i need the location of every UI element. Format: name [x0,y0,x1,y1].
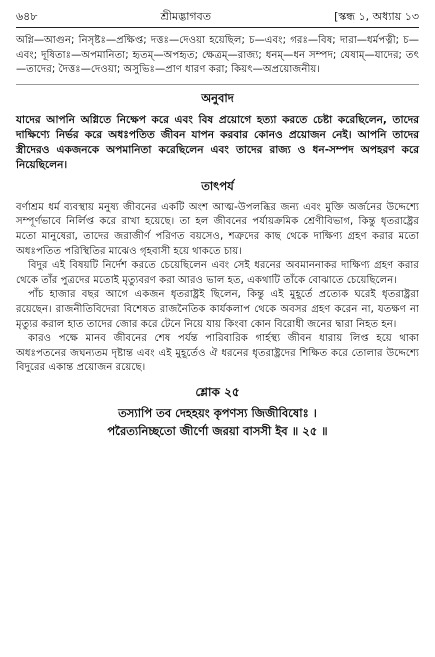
purport-heading: তাৎপর্য [201,178,234,193]
translation-heading: অনুবাদ [201,90,234,105]
page-header [16,10,419,28]
verse-heading: শ্লোক ২৫ [195,384,240,399]
purport-paragraph: বিদুর এই বিষয়টি নির্দেশ করতে চেয়েছিলেন এবং সেই ধরনের অবমাননাকর দাক্ষিণ্য গ্রহণ করার থেকে তাঁর পুত্রদের মতোই মৃত্যুবরণ করা আরও ভাল হত, একথাটি তাঁকে বোঝাতে চেয়েছিলেন। [16,260,419,286]
page-number: ৬৪৮ [16,10,38,23]
book-title: শ্রীমদ্ভাগবত [160,10,211,23]
divider [16,84,419,85]
translation-text: যাদের আপনি অগ্নিতে নিক্ষেপ করে এবং বিষ প্রয়োগে হত্যা করতে চেষ্টা করেছিলেন, তাদের দাক্ষিণ্যে নির্ভর করে অধঃপতিত জীবন যাপন করবার কোনও প্রয়োজন নেই। আপনি তাদের স্ত্রীদেরও একজনকে অপমানিতা করেছিলেন এবং তাদের রাজ্য ও ধন-সম্পদ অপহরণ করে নিয়েছিলেন। [16,113,419,171]
word-glossary: অগ্নি—আগুন; নিসৃষ্টঃ—প্রক্ষিপ্ত; দত্তঃ—দেওয়া হয়েছিল; চ—এবং; গরঃ—বিষ; দারা—ধর্মপত্নী; চ—এবং; দূষিতাঃ—অপমানিতা; হৃতম্—অপহৃত; ক্ষেত্রম্—রাজ্য; ধনম্—ধন সম্পদ; যেষাম্—যাদের; তৎ—তাদের; দৈত্তঃ—দেওয়া; অসুভিঃ—প্রাণ ধারণ করা; কিয়ৎ—অপ্রয়োজনীয়। [16,35,419,76]
verse-line: পরৈত্যনিচ্ছতো জীর্ণো জরয়া বাসসী ইব ॥ ২৫ ॥ [107,423,328,438]
purport-body [16,201,419,376]
purport-paragraph: কারও পক্ষে মানব জীবনের শেষ পর্যন্ত পারিবারিক গার্হস্থ্য জীবন ধারায় লিপ্ত হয়ে থাকা অধঃপতনের জঘন্যতম দৃষ্টান্ত এবং এই মুহূর্তেও ঐ ধরনের ধৃতরাষ্ট্রদের শিক্ষিত করে তোলার উদ্দেশ্যে বিদুরের একান্ত প্রয়োজন রয়েছে। [16,333,419,374]
purport-paragraph: বর্ণাশ্রম ধর্ম ব্যবস্থায় মনুষ্য জীবনের একটি অংশ আত্ম-উপলব্ধির জন্য এবং মুক্তি অর্জনের উদ্দেশ্যে সম্পূর্ণভাবে নির্লিপ্ত করে রাখা হয়েছে। তা হল জীবনের পর্যায়ক্রমিক শ্রেণীবিভাগ, কিন্তু ধৃতরাষ্ট্রের মতো মানুষেরা, তাদের জরাজীর্ণ পরিণত বয়সেও, শত্রুদের কাছ থেকে দাক্ষিণ্য গ্রহণ করার মতো অধঃপতিত পরিস্থিতির মাঝেও গৃহবাসী হয়ে থাকতে চায়। [16,201,419,257]
chapter-reference: [স্কন্ধ ১, অধ্যায় ১৩ [334,10,419,23]
purport-paragraph: পাঁচ হাজার বছর আগে একজন ধৃতরাষ্ট্রই ছিলেন, কিন্তু এই মুহূর্তে প্রত্যেক ঘরেই ধৃতরাষ্ট্ররা রয়েছেন। রাজনীতিবিদেরা বিশেষত রাজনৈতিক কার্যকলাপ থেকে অবসর গ্রহণ করেন না, যতক্ষণ না মৃত্যুর করাল হাত তাদের জোর করে টেনে নিয়ে যায় কিংবা কোন বিরোধী জনের দ্বারা নিহত হন। [16,289,419,330]
verse-line: তস্যাপি তব দেহহয়ং কৃপণস্য জিজীবিষোঃ । [118,405,317,420]
